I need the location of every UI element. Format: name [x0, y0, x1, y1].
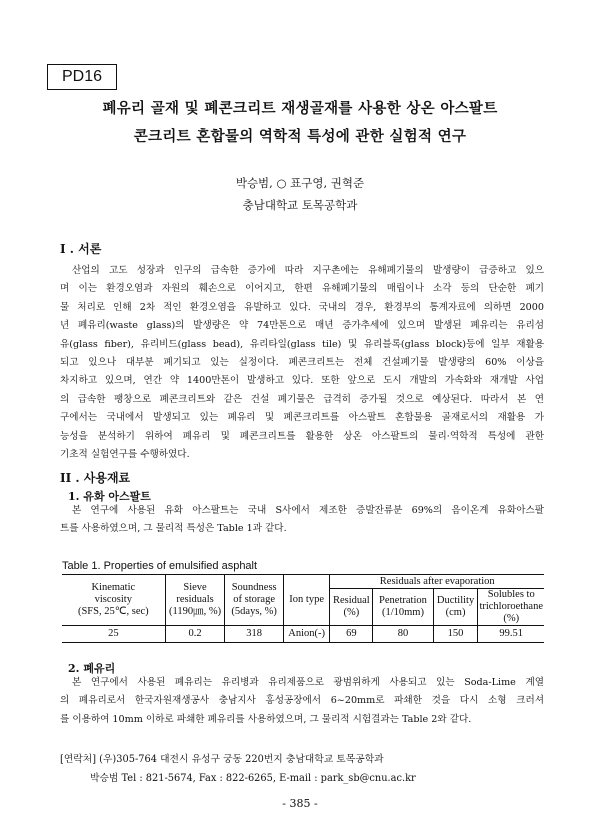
header-text: Residual [332, 595, 370, 606]
body-line: 본 연구에 사용된 유화 아스팔트는 국내 S사에서 제조한 증발잔류분 69%의 음이온계 유화아스팔 [72, 505, 544, 516]
title-line-2: 콘크리트 혼합물의 역학적 특성에 관한 실험적 연구 [133, 128, 467, 145]
header-residuals-group: Residuals after evaporation [330, 575, 544, 589]
affiliation: 충남대학교 토목공학과 [242, 198, 358, 212]
table-cell: Anion(-) [283, 626, 330, 643]
paper-code-badge: PD16 [47, 64, 117, 90]
header-text: Solubles to [487, 589, 535, 600]
table-row [62, 626, 544, 643]
table-cell: 0.2 [165, 626, 225, 643]
body-line: 며 이는 환경오염과 자원의 훼손으로 이어지고, 한편 유해폐기물의 매립이나 소각 등의 단순한 폐기 [60, 283, 544, 295]
header-kinematic [62, 575, 165, 626]
header-text: Sieve [183, 582, 207, 593]
page-number: - 385 - [282, 797, 318, 810]
body-line: 를 이용하여 10mm 이하로 파쇄한 폐유리를 사용하였으며, 그 물리적 시험결과는 Table 2와 같다. [60, 713, 472, 725]
header-sieve [165, 575, 225, 626]
header-text: residuals [176, 594, 214, 605]
body-line: 유(glass fiber), 유리비드(glass bead), 유리타일(glass tile) 및 유리블록(glass block)등에 일부 재활용 [60, 338, 544, 350]
header-soundness [225, 575, 283, 626]
body-line: 본 연구에서 사용된 폐유리는 유리병과 유리제품으로 광범위하게 사용되고 있는 Soda-Lime 계열 [72, 677, 544, 688]
body-line: 산업의 고도 성장과 인구의 급속한 증가에 따라 지구촌에는 유해폐기물의 발생량이 급증하고 있으 [72, 265, 544, 276]
table-cell: 69 [330, 626, 373, 643]
header-text: (SFS, 25℃, sec) [77, 606, 149, 617]
header-solubles [478, 589, 544, 626]
section2-heading: II . 사용재료 [60, 471, 131, 485]
contact-footer [60, 750, 550, 788]
header-penetration [373, 589, 433, 626]
body-line: 능성을 분석하기 위하여 폐유리 및 폐콘크리트를 활용한 상온 아스팔트의 물리·역학적 특성에 관한 [60, 430, 544, 442]
body-line: 되고 있으나 대부분 폐기되고 있는 실정이다. 폐콘크리트는 전체 건설폐기물 발생량의 60% 이상을 [60, 357, 544, 369]
section1-heading: I . 서론 [60, 242, 102, 256]
body-line: 구에서는 국내에서 발생되고 있는 폐유리 및 폐콘크리트를 아스팔트 혼합물용 골재로서의 재활용 가 [60, 412, 544, 424]
header-text: Ductility [436, 595, 475, 606]
table-cell: 25 [62, 626, 165, 643]
contact-details: 박승범 Tel : 821-5674, Fax : 822-6265, E-mail : park_sb@cnu.ac.kr [90, 773, 416, 784]
header-text: viscosity [94, 594, 132, 605]
header-text: (5days, %) [231, 606, 277, 617]
title-line-1: 폐유리 골재 및 폐콘크리트 재생골재를 사용한 상온 아스팔트 [102, 100, 498, 117]
header-text: Penetration [379, 595, 427, 606]
body-line: 물 처리로 인해 2차 적인 환경오염을 유발하고 있다. 국내의 경우, 환경부의 통계자료에 의하면 2000 [60, 301, 544, 313]
subsection-1-body [60, 502, 544, 539]
table-caption: Table 1. Properties of emulsified asphalt [62, 560, 258, 572]
body-line: 차지하고 있으며, 연간 약 1400만톤이 발생하고 있다. 또한 앞으로 도시 개발의 가속화와 재개발 사업 [60, 375, 544, 387]
table-cell: 99.51 [499, 628, 524, 639]
table-cell: 318 [225, 626, 283, 643]
body-line: 기초적 실험연구를 수행하였다. [60, 449, 190, 461]
header-ion-type: Ion type [283, 575, 330, 626]
body-line: 의 급속한 팽창으로 폐콘크리트와 같은 건설 폐기물은 급격히 증가될 것으로 예상된다. 따라서 본 연 [60, 393, 544, 405]
body-line: 년 폐유리(waste glass)의 발생량은 약 74만톤으로 매년 증가추세에 있으며 발생된 폐유리는 유리섬 [60, 320, 544, 332]
header-text: (1190㎛, %) [168, 606, 222, 617]
properties-table [62, 574, 544, 643]
header-text: (%) [503, 613, 520, 624]
subsection-1-heading: 1. 유화 아스팔트 [68, 490, 151, 503]
header-text: trichloroethane [479, 601, 543, 612]
subsection-2-heading: 2. 폐유리 [68, 662, 116, 675]
body-line: 의 폐유리로서 한국자원재생공사 충남지사 홍성공장에서 6~20mm로 파쇄한 것을 다시 소형 크러셔 [60, 695, 544, 707]
body-line: 트를 사용하였으며, 그 물리적 특성은 Table 1과 같다. [60, 523, 287, 535]
header-text: (1/10mm) [381, 607, 424, 618]
header-text: of storage [233, 594, 275, 605]
header-text: (%) [343, 607, 360, 618]
section1-body [60, 262, 544, 464]
table-cell: 150 [433, 626, 478, 643]
header-text: (cm) [445, 607, 466, 618]
header-residual [330, 589, 373, 626]
contact-address: [연락처] (우)305-764 대전시 유성구 궁동 220번지 충남대학교 토목공학과 [60, 754, 384, 765]
subsection-2-body [60, 674, 544, 729]
header-text: Kinematic [91, 582, 136, 593]
header-text: Soundness [231, 582, 277, 593]
authors: 박승범, ○ 표구영, 권혁준 [235, 176, 365, 190]
header-ductility [433, 589, 478, 626]
table-cell: 80 [373, 626, 433, 643]
